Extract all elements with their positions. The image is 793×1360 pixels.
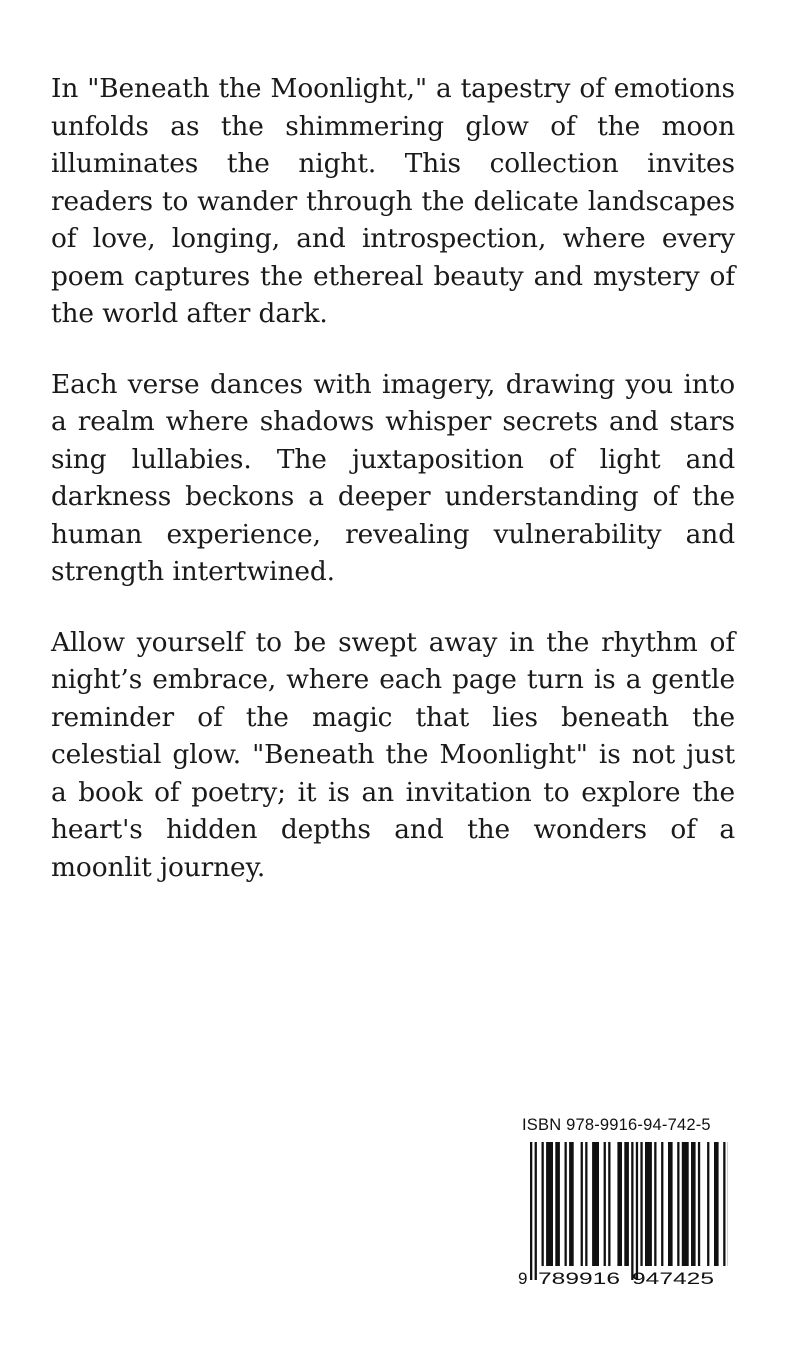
barcode-bar: [542, 1142, 544, 1266]
barcode-bar: [668, 1142, 673, 1266]
description-paragraph-1: In "Beneath the Moonlight," a tapestry of emotions unfolds as the shimmering glow of the moon illuminates the night. This collection invites readers to wander through the delicate landscapes of love, longing, and introspection, where every poem captures the ethereal beauty and mystery of the world after dark.: [51, 73, 735, 329]
barcode-bar: [535, 1142, 537, 1280]
isbn-barcode-block: [516, 1116, 728, 1292]
description-paragraph-3: Allow yourself to be swept away in the rhythm of night’s embrace, where each page turn is a gentle reminder of the magic that lies beneath the celestial glow. "Beneath the Moonlight" is not just a book of poetry; it is an invitation to explore the heart's hidden depths and the wonders of a moonlit journey.: [51, 626, 735, 883]
barcode-bar: [608, 1142, 610, 1266]
barcode-bar: [565, 1142, 567, 1266]
barcode-bar: [691, 1142, 696, 1266]
back-cover-description: [51, 70, 735, 919]
barcode-bar: [581, 1142, 583, 1266]
barcode-bar: [640, 1142, 642, 1266]
barcode-graphic: [516, 1142, 728, 1288]
description-paragraph-2: Each verse dances with imagery, drawing you into a realm where shadows whisper secrets and stars sing lullabies. The juxtaposition of light and darkness beckons a deeper understanding of the human experience, revealing vulnerability and strength intertwined.: [51, 368, 735, 587]
barcode-bar: [546, 1142, 553, 1266]
barcode-bar: [645, 1142, 652, 1266]
barcode-bar: [569, 1142, 574, 1266]
barcode-bar: [682, 1142, 689, 1266]
barcode-bar: [624, 1142, 629, 1266]
barcode-bar: [592, 1142, 599, 1266]
barcode-bar: [631, 1142, 633, 1280]
barcode-bar: [677, 1142, 679, 1266]
barcode-bar: [555, 1142, 560, 1266]
barcode-bar: [617, 1142, 622, 1266]
barcode-bar: [585, 1142, 587, 1266]
barcode-bar: [530, 1142, 532, 1280]
barcode-digits-right: 947425: [632, 1269, 714, 1288]
isbn-label: ISBN 978-9916-94-742-5: [522, 1116, 711, 1134]
barcode-digit-first: 9: [518, 1269, 528, 1288]
barcode-bars: [530, 1142, 728, 1280]
barcode-digits-left: 789916: [538, 1269, 620, 1288]
barcode-bar: [723, 1142, 725, 1266]
barcode-bar: [654, 1142, 656, 1266]
barcode-bar: [636, 1142, 638, 1280]
barcode-bar: [707, 1142, 709, 1266]
barcode-bar: [604, 1142, 606, 1266]
barcode-bar: [698, 1142, 700, 1266]
barcode-bar: [661, 1142, 663, 1266]
barcode-bar: [714, 1142, 719, 1266]
